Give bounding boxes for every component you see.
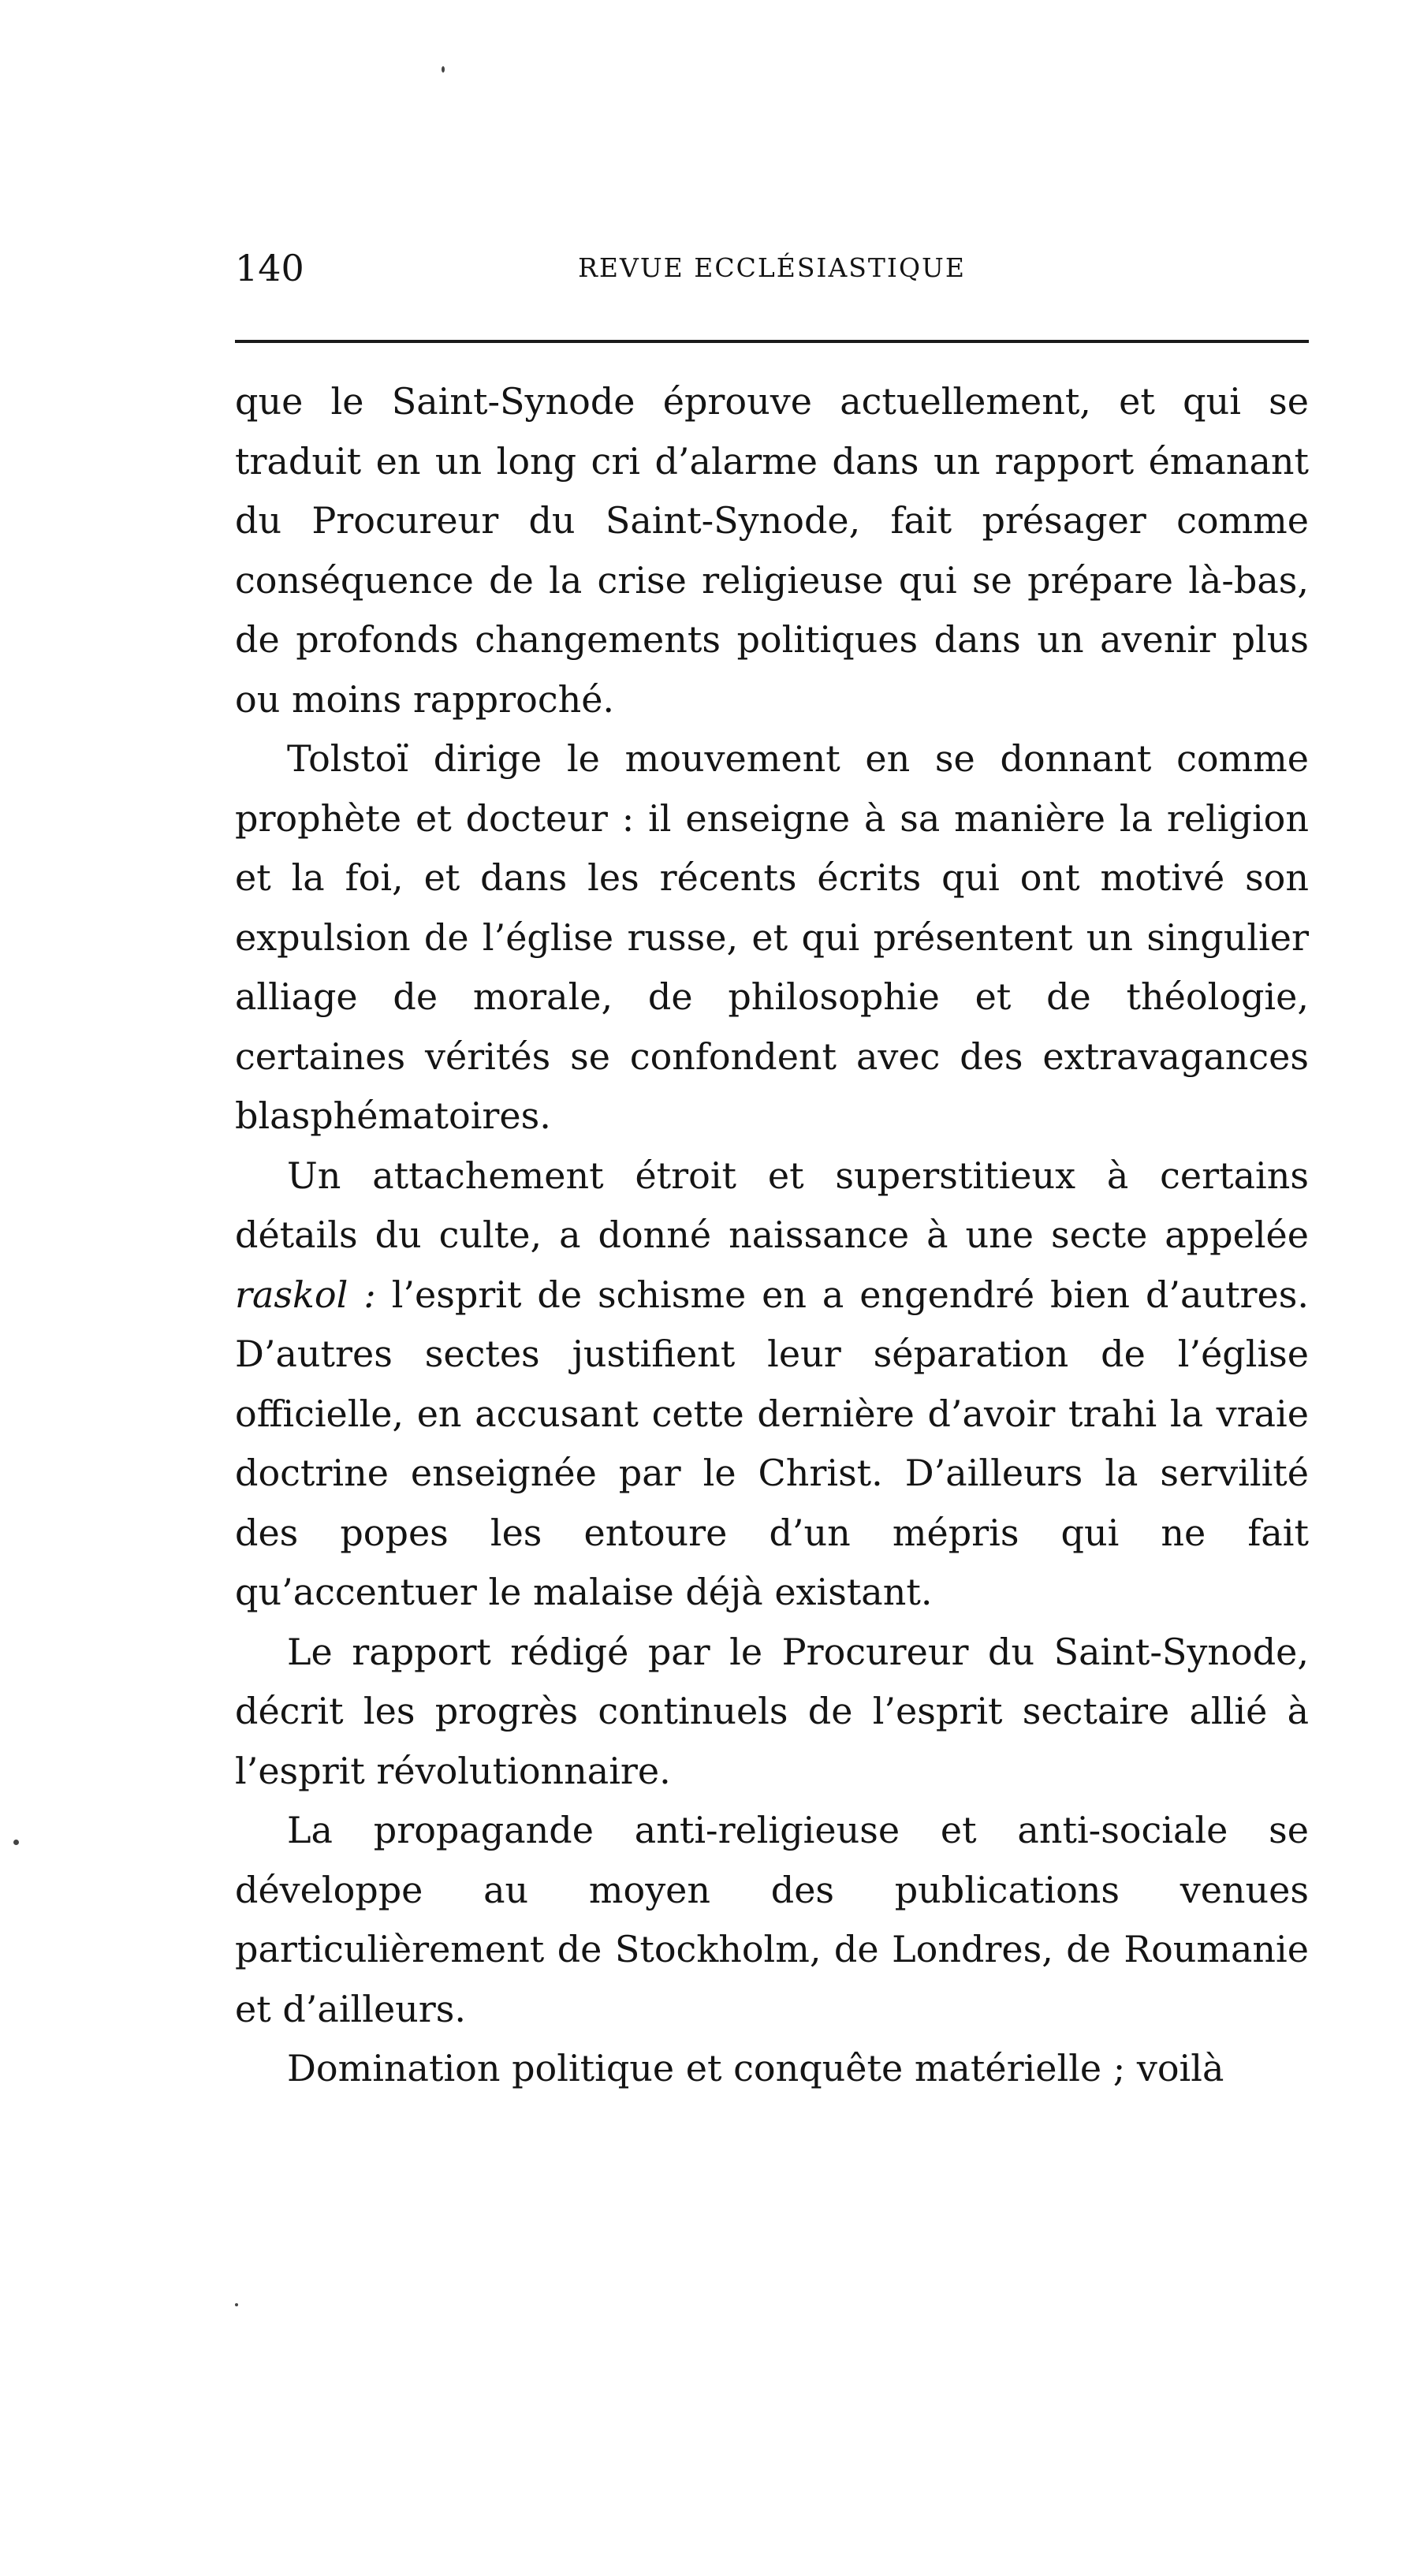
page-number: 140 [235,247,304,289]
paragraph-5: La propagande anti-religieuse et anti-sociale se développe au moyen des publications venues particulièrement de Stockholm, de Londres, de Roumanie et d’ailleurs. [235,1809,1309,2030]
print-speck [13,1840,19,1845]
header-rule [235,340,1309,343]
running-title: REVUE ECCLÉSIASTIQUE [578,252,966,283]
paragraph-3-text-before: Un attachement étroit et superstitieux à certains détails du culte, a donné naissance à une secte appelée [235,1154,1309,1256]
paragraph-4: Le rapport rédigé par le Procureur du Saint-Synode, décrit les progrès continuels de l’esprit sectaire allié à l’esprit révolutionnaire. [235,1630,1309,1792]
paragraph-2: Tolstoï dirige le mouvement en se donnant comme prophète et docteur : il enseigne à sa manière la religion et la foi, et dans les récents écrits qui ont motivé son expulsion de l’église russe, et qui présentent un singulier alliage de morale, de philosophie et de théologie, certaines vérités se confondent avec des extravagances blasphématoires. [235,737,1309,1137]
paragraph-3 [235,1146,1309,1623]
print-speck [235,2303,238,2306]
page-header [235,237,1309,300]
body-text [235,372,1309,2099]
paragraph-3-emphasis: raskol : [235,1273,376,1316]
paragraph-6: Domination politique et conquête matérielle ; voilà [287,2047,1224,2090]
paragraph-3-text-after: l’esprit de schisme en a engendré bien d’autres. D’autres sectes justifient leur séparation de l’église officielle, en accusant cette dernière d’avoir trahi la vraie doctrine enseignée par le Christ. D’ailleurs la servilité des popes les entoure d’un mépris qui ne fait qu’accentuer le malaise déjà existant. [235,1273,1310,1613]
paragraph-1: que le Saint-Synode éprouve actuellement, et qui se traduit en un long cri d’alarme dans un rapport émanant du Procureur du Saint-Synode, fait présager comme conséquence de la crise religieuse qui se prépare là-bas, de profonds changements politiques dans un avenir plus ou moins rapproché. [235,380,1309,721]
print-speck [442,66,445,73]
